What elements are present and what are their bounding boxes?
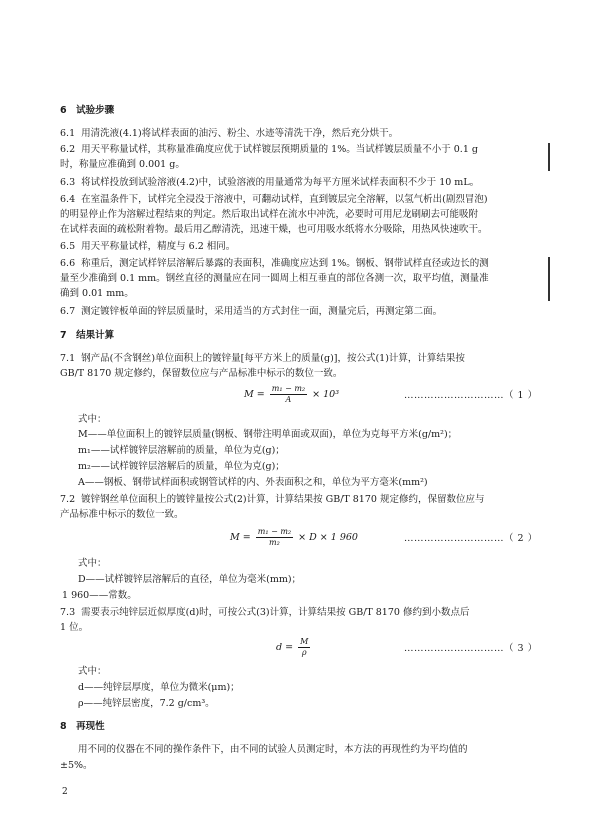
clause-6-6 (60, 257, 489, 270)
reproducibility-text-cont: ±5%。 (60, 760, 93, 771)
formula-denominator: m₂ (269, 538, 280, 547)
change-bar (548, 257, 550, 301)
variable-def: d——纯锌层厚度，单位为微米(μm)； (78, 682, 240, 693)
clause-6-4-cont-1: 的明显停止作为溶解过程结束的判定。然后取出试样在流水中冲洗，必要时可用尼龙刷刷去可能吸附 (60, 209, 479, 220)
clause-7-1 (60, 352, 465, 365)
formula-numerator: m₁ − m₂ (257, 527, 292, 536)
clause-number: 6.1 (60, 128, 76, 139)
where-label-1: 式中： (78, 414, 107, 425)
clause-number: 6.5 (60, 241, 76, 252)
clause-number: 6.4 (60, 194, 76, 205)
equation-number-1: …………………………（ 1 ） (404, 390, 538, 401)
section-8-title: 8 再现性 (60, 721, 105, 732)
clause-6-7 (60, 305, 442, 318)
clause-text-line: 用天平称量试样，其称量准确度应优于试样镀层预期质量的 1%。当试样镀层质量不小于 0.1 g (81, 144, 478, 155)
clause-number: 6.6 (60, 258, 76, 269)
variable-def: D——试样镀锌层溶解后的直径，单位为毫米(mm)； (78, 574, 302, 585)
section-6-title: 6 试验步骤 (60, 105, 115, 116)
clause-6-1 (60, 127, 398, 140)
variable-def: M——单位面积上的镀锌层质量(钢板、钢带注明单面或双面)，单位为克每平方米(g/m²)； (78, 429, 458, 440)
clause-number: 6.7 (60, 306, 76, 317)
clause-number: 7.2 (60, 494, 76, 505)
formula-numerator: m₁ − m₂ (271, 384, 306, 393)
variable-def: A——钢板、钢带试样面积或钢管试样的内、外表面积之和，单位为平方毫米(mm²) (78, 477, 428, 488)
clause-text-line: 钢产品(不含钢丝)单位面积上的镀锌量[每平方米上的质量(g)]，按公式(1)计算，计算结果按 (81, 353, 465, 364)
clause-6-6-cont-1: 量至少准确到 0.1 mm。钢丝直径的测量应在同一圆周上相互垂直的部位各测一次，取平均值，测量准 (60, 273, 489, 284)
reproducibility-text: 用不同的仪器在不同的操作条件下，由不同的试验人员测定时，本方法的再现性约为平均值的 (78, 744, 468, 755)
formula-lhs: M = (244, 389, 265, 400)
clause-number: 6.2 (60, 144, 76, 155)
where-label-3: 式中： (78, 666, 107, 677)
equation-number-2: …………………………（ 2 ） (404, 533, 538, 544)
clause-6-4-cont-2: 在试样表面的疏松附着物。最后用乙醇清洗，迅速干燥，也可用吸水纸将水分吸除，用热风快速吹干。 (60, 224, 488, 235)
variable-def: m₁——试样镀锌层溶解前的质量，单位为克(g)； (78, 445, 285, 456)
formula-numerator: M (300, 637, 309, 646)
formula-rhs: × 10³ (312, 389, 340, 400)
formula-lhs: d = (276, 642, 294, 653)
variable-def: ρ——纯锌层密度，7.2 g/cm³。 (78, 698, 215, 709)
formula-1 (244, 384, 339, 405)
formula-lhs: M = (230, 532, 251, 543)
clause-7-3 (60, 606, 469, 619)
clause-7-2 (60, 493, 484, 506)
clause-7-2-cont: 产品标准中标示的数位一致。 (60, 509, 184, 520)
formula-denominator: A (285, 395, 292, 404)
formula-fraction (256, 527, 293, 548)
clause-number: 7.3 (60, 607, 76, 618)
clause-text-line: 需要表示纯锌层近似厚度(d)时，可按公式(3)计算，计算结果按 GB/T 8170 修约到小数点后 (81, 607, 470, 618)
formula-2 (230, 527, 358, 548)
clause-text: 用清洗液(4.1)将试样表面的油污、粉尘、水迹等清洗干净，然后充分烘干。 (81, 128, 399, 139)
formula-fraction (270, 384, 307, 405)
change-bar (548, 143, 550, 171)
section-7-title: 7 结果计算 (60, 330, 115, 341)
formula-fraction (298, 637, 310, 658)
clause-number: 7.1 (60, 353, 76, 364)
clause-6-2 (60, 143, 478, 156)
clause-6-4 (60, 193, 488, 206)
variable-def: 1 960——常数。 (62, 590, 137, 601)
clause-text: 用天平称量试样，精度与 6.2 相同。 (81, 241, 236, 252)
clause-6-6-cont-2: 确到 0.01 mm。 (60, 288, 134, 299)
clause-6-2-cont: 时，称量应准确到 0.001 g。 (60, 159, 185, 170)
clause-7-3-cont: 1 位。 (60, 622, 89, 633)
clause-text: 将试样投放到试验溶液(4.2)中，试验溶液的用量通常为每平方厘米试样表面积不少于 10 mL。 (81, 177, 480, 188)
formula-3 (276, 637, 312, 658)
page-number: 2 (62, 787, 68, 797)
clause-number: 6.3 (60, 177, 76, 188)
clause-6-3 (60, 176, 479, 189)
clause-text-line: 镀锌钢丝单位面积上的镀锌量按公式(2)计算，计算结果按 GB/T 8170 规定修约，保留数位应与 (81, 494, 485, 505)
clause-text-line: 在室温条件下，试样完全浸没于溶液中，可翻动试样，直到镀层完全溶解，以氢气析出(剧烈冒泡) (81, 194, 488, 205)
clause-text-line: 称重后，测定试样锌层溶解后暴露的表面积，准确度应达到 1%。钢板、钢带试样直径或边长的测 (81, 258, 489, 269)
variable-def: m₂——试样镀锌层溶解后的质量，单位为克(g)； (78, 461, 285, 472)
equation-number-3: …………………………（ 3 ） (404, 643, 538, 654)
clause-7-1-cont: GB/T 8170 规定修约，保留数位应与产品标准中标示的数位一致。 (60, 368, 343, 379)
formula-rhs: × D × 1 960 (298, 532, 358, 543)
clause-text: 测定镀锌板单面的锌层质量时，采用适当的方式封住一面，测量完后，再测定第二面。 (81, 306, 443, 317)
where-label-2: 式中： (78, 558, 107, 569)
formula-denominator: ρ (301, 648, 307, 657)
clause-6-5 (60, 240, 235, 253)
